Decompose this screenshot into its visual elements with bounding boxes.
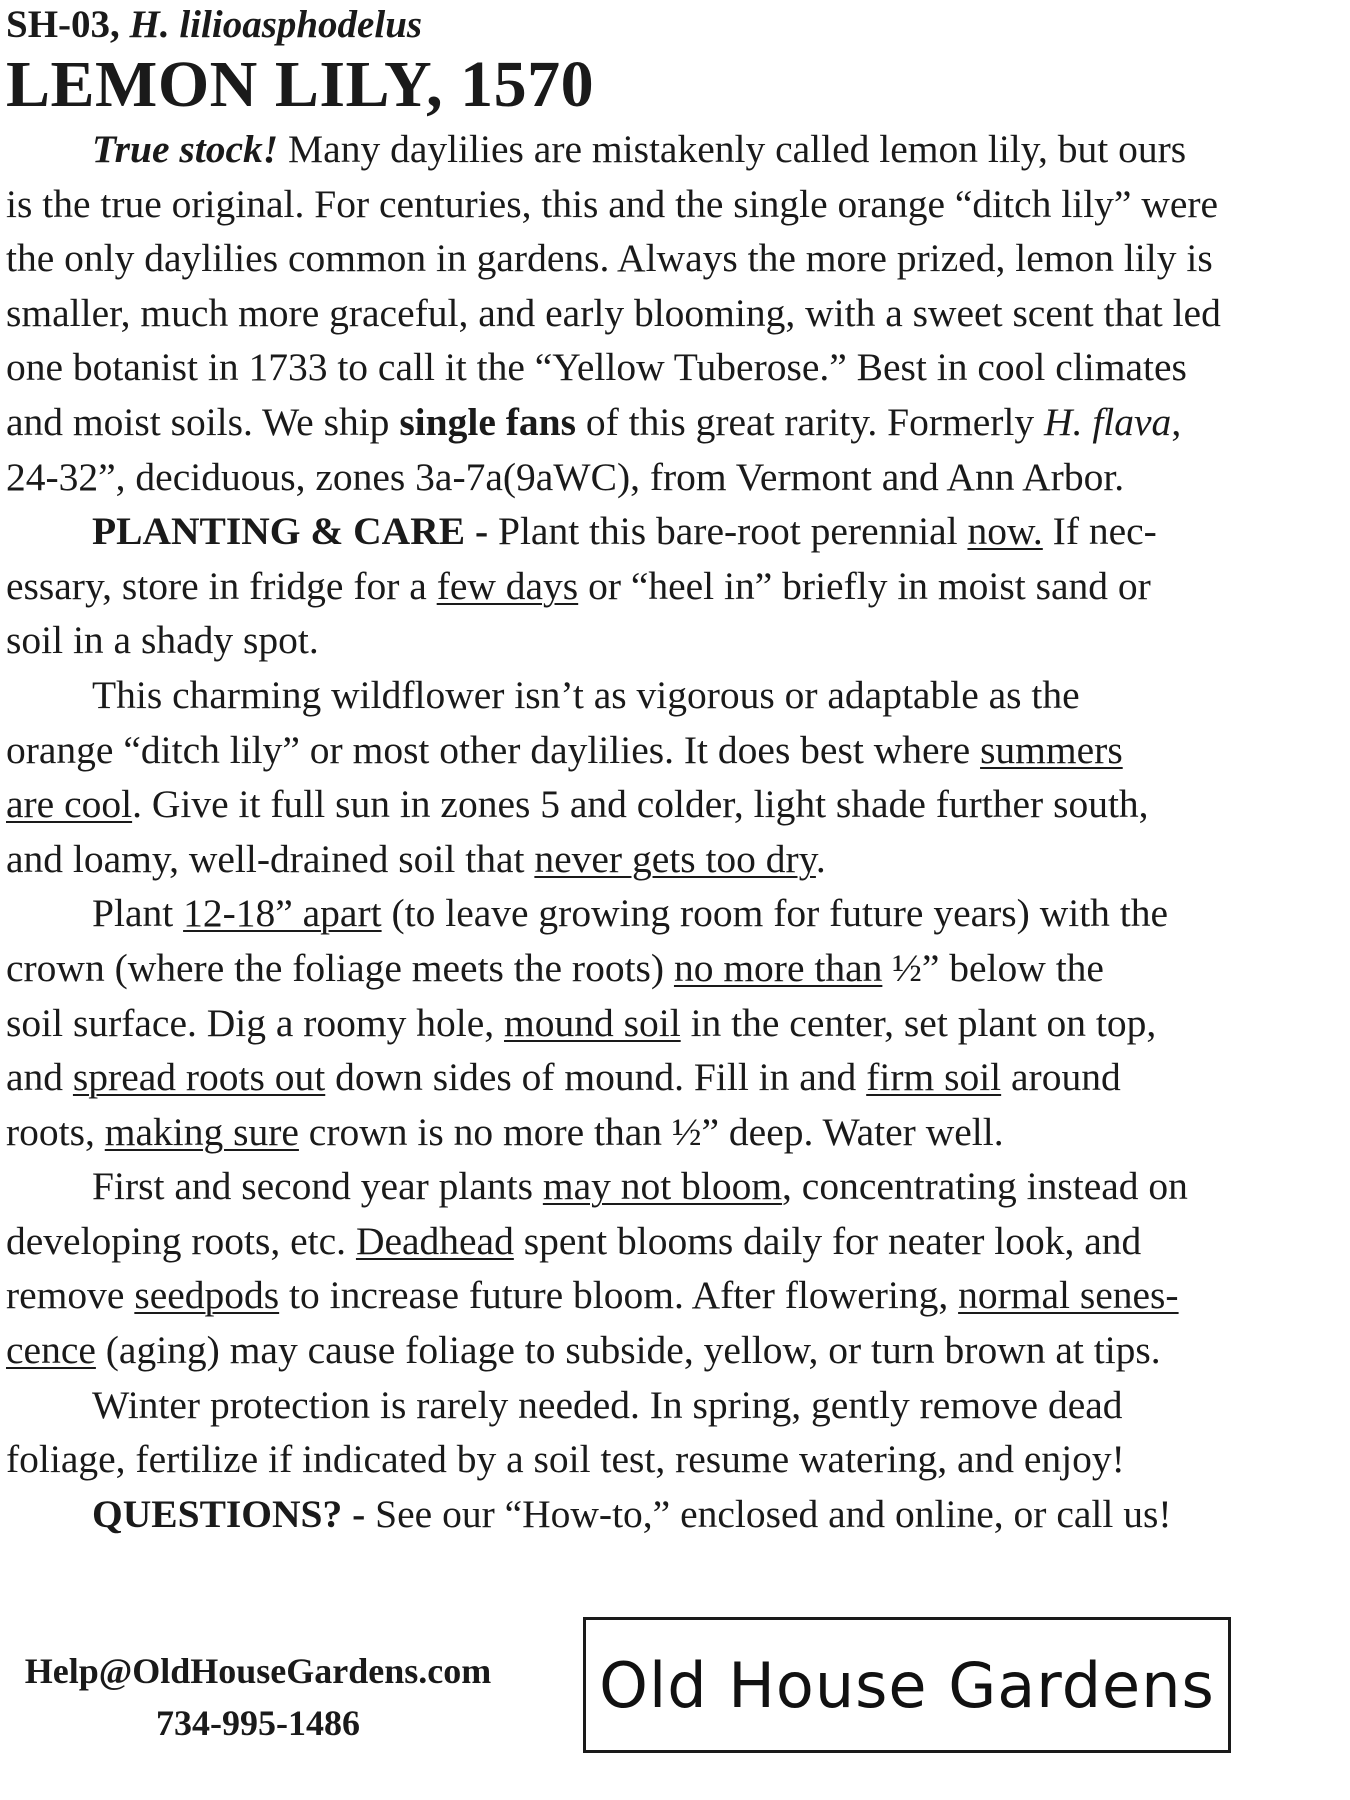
text-line: soil in a shady spot. [6, 618, 319, 663]
text-line: 24-32”, deciduous, zones 3a-7a(9aWC), from Vermont and Ann Arbor. [6, 454, 1125, 499]
questions-heading: QUESTIONS? - [92, 1491, 366, 1536]
section-heading-line: QUESTIONS? - See our “How-to,” enclosed and online, or call us! [92, 1491, 1172, 1536]
text-line: soil surface. Dig a roomy hole, mound soil in the center, set plant on top, [6, 1000, 1157, 1045]
text-line: Plant 12-18” apart (to leave growing room for future years) with the [92, 891, 1169, 936]
text-line: crown (where the foliage meets the roots) no more than ½” below the [6, 945, 1104, 990]
text-line: This charming wildflower isn’t as vigorous or adaptable as the [92, 672, 1080, 717]
text-line: True stock! Many daylilies are mistakenly called lemon lily, but ours [92, 127, 1187, 171]
text-line: essary, store in fridge for a few days or “heel in” briefly in moist sand or [6, 563, 1151, 608]
body-text [6, 122, 1296, 1541]
text-line: are cool. Give it full sun in zones 5 and colder, light shade further south, [6, 782, 1149, 827]
text-line: and spread roots out down sides of mound. Fill in and firm soil around [6, 1055, 1121, 1100]
phone-number[interactable]: 734-995-1486 [156, 1703, 360, 1743]
text-line: developing roots, etc. Deadhead spent blooms daily for neater look, and [6, 1218, 1142, 1263]
logo-text: Old House Gardens [599, 1648, 1215, 1722]
text-line: remove seedpods to increase future bloom. After flowering, normal senes- [6, 1273, 1179, 1318]
text-line: foliage, fertilize if indicated by a soil test, resume watering, and enjoy! [6, 1437, 1125, 1482]
logo [583, 1617, 1231, 1753]
contact-block [8, 1645, 508, 1749]
text-line: and moist soils. We ship single fans of this great rarity. Formerly H. flava, [6, 399, 1182, 444]
email-link[interactable]: Help@OldHouseGardens.com [24, 1651, 492, 1691]
species-name: H. lilioasphodelus [129, 3, 423, 46]
text-line: and loamy, well-drained soil that never gets too dry. [6, 836, 826, 881]
text-line: Winter protection is rarely needed. In spring, gently remove dead [92, 1382, 1123, 1427]
product-code: SH-03, H. lilioasphodelus [6, 3, 423, 46]
text-line: orange “ditch lily” or most other daylilies. It does best where summers [6, 727, 1123, 772]
text-line: First and second year plants may not bloom, concentrating instead on [92, 1164, 1188, 1209]
text-line: cence (aging) may cause foliage to subside, yellow, or turn brown at tips. [6, 1328, 1161, 1373]
text-line: the only daylilies common in gardens. Always the more prized, lemon lily is [6, 236, 1213, 281]
section-heading-line: PLANTING & CARE - Plant this bare-root perennial now. If nec- [92, 509, 1157, 554]
product-title: LEMON LILY, 1570 [6, 48, 595, 121]
text-line: roots, making sure crown is no more than ½” deep. Water well. [6, 1109, 1004, 1154]
instruction-sheet [6, 0, 1296, 1541]
text-line: smaller, much more graceful, and early blooming, with a sweet scent that led [6, 290, 1221, 335]
planting-care-heading: PLANTING & CARE - [92, 509, 489, 554]
text-line: is the true original. For centuries, this and the single orange “ditch lily” were [6, 181, 1219, 226]
text-line: one botanist in 1733 to call it the “Yellow Tuberose.” Best in cool climates [6, 345, 1187, 390]
